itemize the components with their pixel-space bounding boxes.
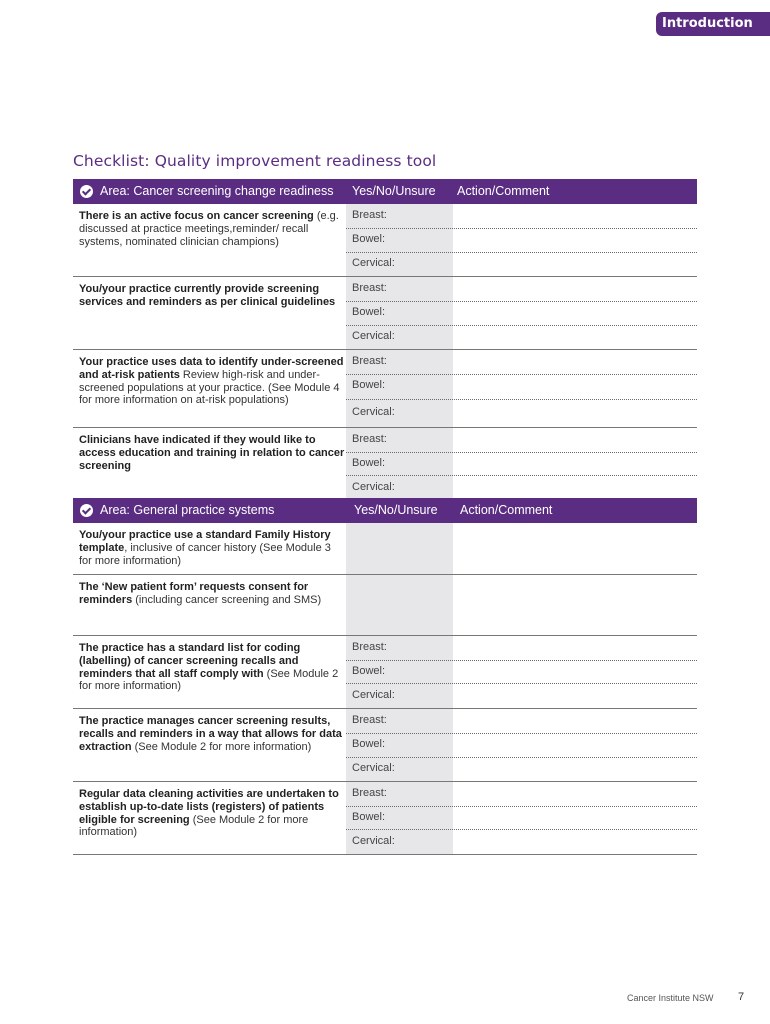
dotted-divider xyxy=(346,660,697,661)
dotted-divider xyxy=(346,374,697,375)
row-question: Clinicians have indicated if they would like to access education and training in relation to cancer screening xyxy=(79,434,345,472)
section-header xyxy=(73,179,697,204)
option-breast[interactable]: Breast: xyxy=(352,282,387,294)
option-cervical[interactable]: Cervical: xyxy=(352,835,395,847)
page-title: Checklist: Quality improvement readiness tool xyxy=(73,152,437,170)
section-general-practice xyxy=(73,498,697,855)
option-bowel[interactable]: Bowel: xyxy=(352,379,386,391)
section-tab: Introduction xyxy=(656,12,770,36)
row-question: There is an active focus on cancer screening (e.g. discussed at practice meetings,reminder/ recall systems, nominated clinician champions) xyxy=(79,210,339,248)
option-bowel[interactable]: Bowel: xyxy=(352,306,386,318)
footer-organisation: Cancer Institute NSW xyxy=(627,993,714,1003)
option-cervical[interactable]: Cervical: xyxy=(352,481,395,493)
dotted-divider xyxy=(346,806,697,807)
option-breast[interactable]: Breast: xyxy=(352,641,387,653)
row-question: The practice has a standard list for coding (labelling) of cancer screening recalls and reminders that all staff comply with (See Module 2 for more information) xyxy=(79,642,339,693)
dotted-divider xyxy=(346,829,697,830)
dotted-divider xyxy=(346,228,697,229)
col-action-comment: Action/Comment xyxy=(457,184,550,198)
checklist-row xyxy=(73,782,697,855)
option-bowel[interactable]: Bowel: xyxy=(352,665,386,677)
option-cervical[interactable]: Cervical: xyxy=(352,330,395,342)
checklist-row xyxy=(73,575,697,636)
col-yes-no-unsure: Yes/No/Unsure xyxy=(352,184,436,198)
page-number: 7 xyxy=(738,991,745,1003)
dotted-divider xyxy=(346,683,697,684)
dotted-divider xyxy=(346,399,697,400)
option-breast[interactable]: Breast: xyxy=(352,209,387,221)
row-question: The ‘New patient form’ requests consent for reminders (including cancer screening and SMS) xyxy=(79,581,322,606)
row-question: Regular data cleaning activities are undertaken to establish up-to-date lists (registers) of patients eligible for screening (See Module 2 for more information) xyxy=(79,788,339,839)
option-cervical[interactable]: Cervical: xyxy=(352,689,395,701)
dotted-divider xyxy=(346,452,697,453)
check-circle-icon xyxy=(80,185,93,198)
dotted-divider xyxy=(346,475,697,476)
checklist-row xyxy=(73,428,697,498)
option-cervical[interactable]: Cervical: xyxy=(352,257,395,269)
option-bowel[interactable]: Bowel: xyxy=(352,811,386,823)
answer-column xyxy=(346,523,453,574)
checklist-row xyxy=(73,709,697,782)
option-breast[interactable]: Breast: xyxy=(352,787,387,799)
dotted-divider xyxy=(346,301,697,302)
col-action-comment: Action/Comment xyxy=(460,503,553,517)
section-cancer-screening xyxy=(73,179,697,498)
checklist-row xyxy=(73,636,697,709)
checklist-row xyxy=(73,350,697,428)
dotted-divider xyxy=(346,252,697,253)
check-circle-icon xyxy=(80,504,93,517)
option-cervical[interactable]: Cervical: xyxy=(352,762,395,774)
option-cervical[interactable]: Cervical: xyxy=(352,406,395,418)
row-question: You/your practice currently provide screening services and reminders as per clinical guidelines xyxy=(79,283,336,308)
option-bowel[interactable]: Bowel: xyxy=(352,457,386,469)
row-question: The practice manages cancer screening results, recalls and reminders in a way that allows for data extraction (See Module 2 for more information) xyxy=(79,715,342,753)
area-label: Area: General practice systems xyxy=(100,503,275,517)
option-breast[interactable]: Breast: xyxy=(352,714,387,726)
option-bowel[interactable]: Bowel: xyxy=(352,233,386,245)
option-bowel[interactable]: Bowel: xyxy=(352,738,386,750)
row-question: Your practice uses data to identify under-screened and at-risk patients Review high-risk and under-screened populations at your practice. (See Module 4 for more information on at-risk populations) xyxy=(79,356,344,407)
answer-column xyxy=(346,575,453,635)
option-breast[interactable]: Breast: xyxy=(352,433,387,445)
area-label: Area: Cancer screening change readiness xyxy=(100,184,334,198)
dotted-divider xyxy=(346,757,697,758)
checklist-row xyxy=(73,204,697,277)
checklist-row xyxy=(73,523,697,575)
dotted-divider xyxy=(346,733,697,734)
col-yes-no-unsure: Yes/No/Unsure xyxy=(354,503,438,517)
dotted-divider xyxy=(346,325,697,326)
option-breast[interactable]: Breast: xyxy=(352,355,387,367)
section-header xyxy=(73,498,697,523)
checklist-row xyxy=(73,277,697,350)
row-question: You/your practice use a standard Family History template, inclusive of cancer history (See Module 3 for more information) xyxy=(79,529,331,567)
